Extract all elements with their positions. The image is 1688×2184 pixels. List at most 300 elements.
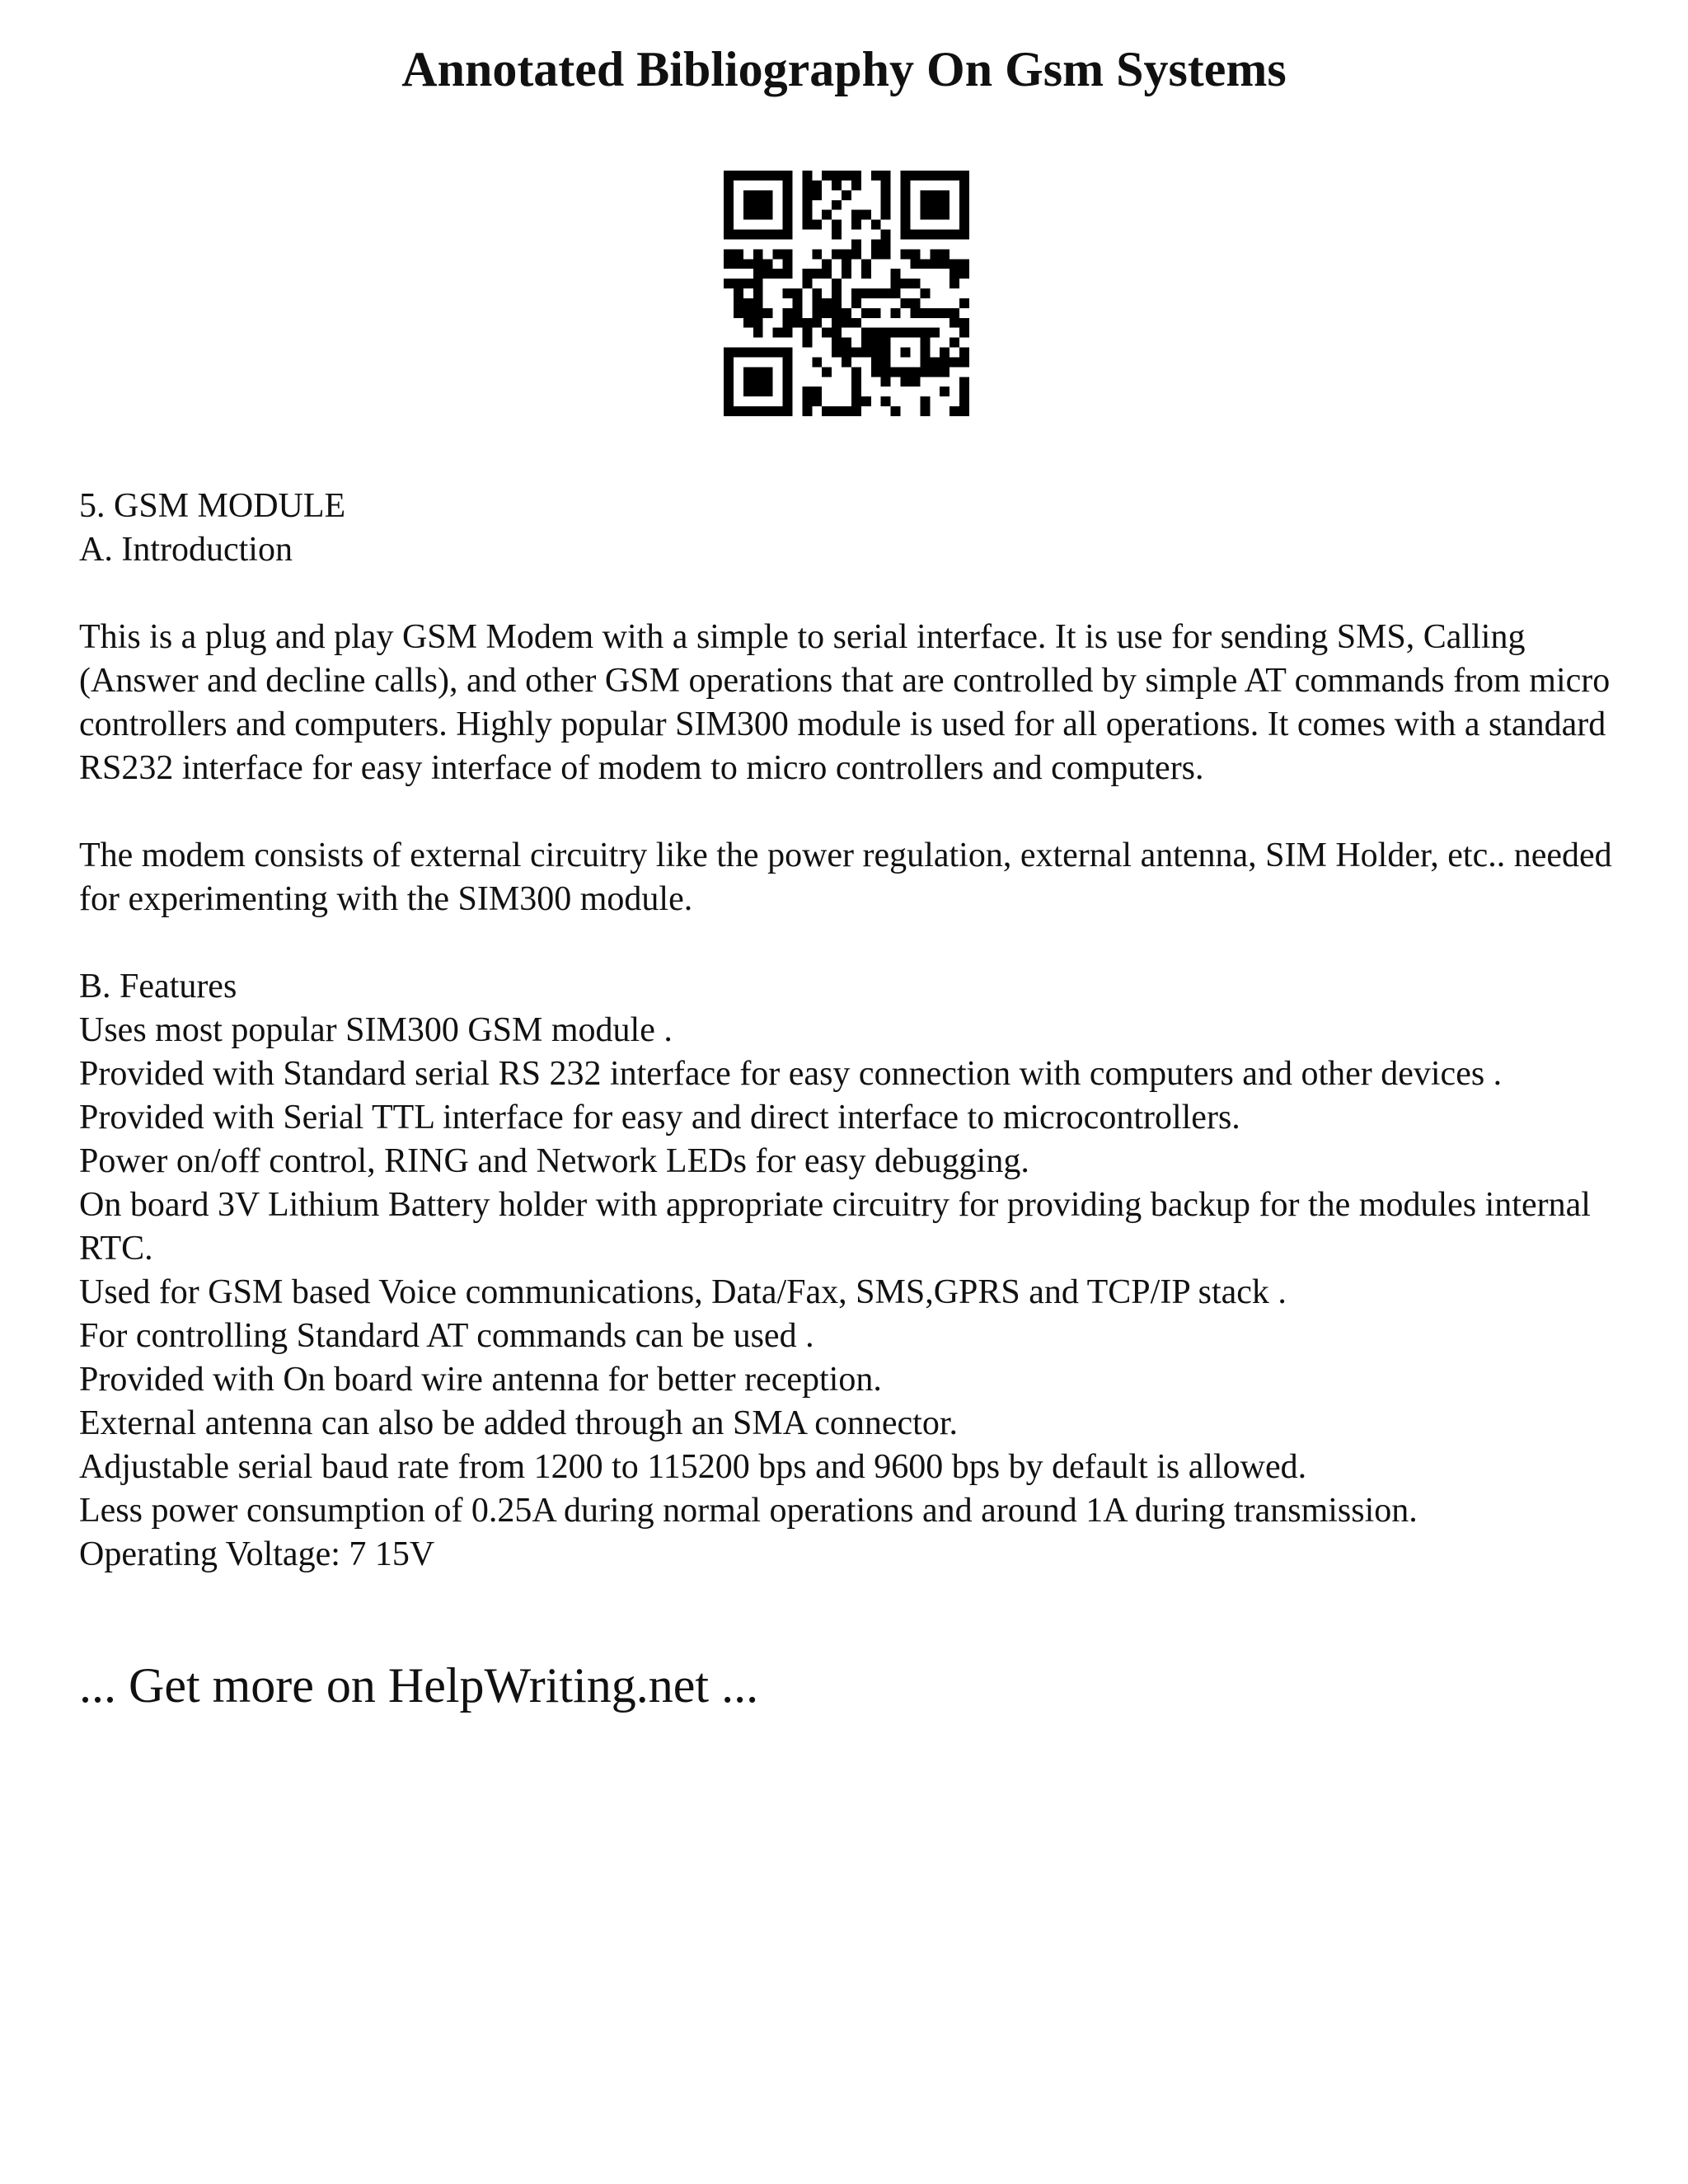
- feature-item: External antenna can also be added through an SMA connector.: [79, 1404, 958, 1442]
- qr-module: [910, 377, 920, 387]
- qr-module: [842, 406, 851, 416]
- feature-item: Used for GSM based Voice communications, Data/Fax, SMS,GPRS and TCP/IP stack .: [79, 1273, 1287, 1311]
- qr-module: [783, 171, 793, 180]
- qr-module: [724, 230, 734, 240]
- qr-module: [920, 348, 930, 358]
- qr-module: [842, 318, 851, 328]
- qr-module: [734, 298, 743, 308]
- feature-item: Power on/off control, RING and Network LEDs for easy debugging.: [79, 1142, 1029, 1180]
- section-heading: 5. GSM MODULE: [79, 487, 346, 525]
- qr-module: [920, 357, 930, 367]
- feature-item: Operating Voltage: 7 15V: [79, 1535, 435, 1573]
- qr-module: [753, 387, 763, 396]
- qr-module: [743, 348, 753, 358]
- document-body: [79, 485, 1645, 1577]
- qr-module: [891, 367, 901, 377]
- qr-module: [959, 210, 969, 220]
- feature-item: Provided with On board wire antenna for better reception.: [79, 1361, 882, 1399]
- qr-module: [724, 406, 734, 416]
- qr-module: [930, 308, 940, 318]
- qr-module: [802, 190, 812, 200]
- qr-module: [930, 200, 940, 210]
- qr-module: [832, 318, 842, 328]
- qr-module: [851, 220, 861, 230]
- qr-module: [832, 406, 842, 416]
- qr-module: [920, 396, 930, 406]
- qr-module: [842, 338, 851, 348]
- qr-module: [871, 338, 881, 348]
- qr-module: [802, 171, 812, 180]
- qr-module: [743, 308, 753, 318]
- qr-module: [773, 171, 783, 180]
- qr-module: [940, 348, 950, 358]
- qr-module: [920, 200, 930, 210]
- qr-module: [743, 406, 753, 416]
- qr-module: [783, 230, 793, 240]
- qr-module: [901, 180, 911, 190]
- qr-module: [783, 200, 793, 210]
- qr-module: [901, 190, 911, 200]
- qr-module: [950, 269, 959, 279]
- qr-module: [812, 269, 822, 279]
- qr-module: [724, 279, 734, 288]
- qr-module: [783, 210, 793, 220]
- qr-module: [940, 259, 950, 269]
- qr-code-graphic: [724, 171, 969, 416]
- features-heading: B. Features: [79, 968, 237, 1005]
- qr-module: [783, 308, 793, 318]
- qr-module: [881, 338, 891, 348]
- qr-module: [783, 377, 793, 387]
- qr-module: [822, 171, 832, 180]
- qr-module: [783, 249, 793, 259]
- qr-module: [871, 239, 881, 249]
- qr-module: [851, 298, 861, 308]
- qr-module: [743, 318, 753, 328]
- qr-module: [822, 269, 832, 279]
- qr-module: [783, 328, 793, 338]
- qr-module: [959, 220, 969, 230]
- qr-module: [851, 180, 861, 190]
- qr-module: [959, 328, 969, 338]
- qr-module: [822, 367, 832, 377]
- qr-module: [783, 367, 793, 377]
- qr-module: [802, 210, 812, 220]
- qr-module: [959, 357, 969, 367]
- qr-module: [930, 249, 940, 259]
- qr-module: [783, 348, 793, 358]
- qr-module: [851, 367, 861, 377]
- qr-module: [763, 387, 773, 396]
- qr-module: [930, 230, 940, 240]
- qr-module: [783, 180, 793, 190]
- qr-module: [851, 288, 861, 298]
- qr-module: [812, 308, 822, 318]
- qr-module: [743, 200, 753, 210]
- qr-module: [822, 298, 832, 308]
- qr-module: [734, 348, 743, 358]
- qr-module: [734, 288, 743, 298]
- qr-module: [792, 308, 802, 318]
- qr-module: [822, 210, 832, 220]
- section-subheading: A. Introduction: [79, 531, 293, 569]
- qr-module: [802, 220, 812, 230]
- qr-module: [920, 171, 930, 180]
- qr-module: [743, 298, 753, 308]
- qr-module: [920, 308, 930, 318]
- qr-module: [910, 279, 920, 288]
- qr-module: [763, 406, 773, 416]
- qr-module: [950, 230, 959, 240]
- qr-module: [930, 328, 940, 338]
- qr-module: [724, 210, 734, 220]
- qr-module: [861, 259, 871, 269]
- qr-module: [812, 396, 822, 406]
- qr-module: [832, 308, 842, 318]
- qr-module: [724, 357, 734, 367]
- qr-module: [763, 367, 773, 377]
- intro-paragraph: The modem consists of external circuitry like the power regulation, external antenna, SIM Holder, etc.. needed for experimenting with the SIM300 module.: [79, 837, 1612, 918]
- qr-module: [773, 348, 783, 358]
- qr-module: [871, 288, 881, 298]
- qr-module: [802, 269, 812, 279]
- qr-module: [842, 308, 851, 318]
- qr-module: [812, 318, 822, 328]
- qr-module: [753, 279, 763, 288]
- qr-module: [940, 210, 950, 220]
- qr-module: [763, 200, 773, 210]
- intro-paragraph: This is a plug and play GSM Modem with a simple to serial interface. It is use for sending SMS, Calling (Answer and decline calls), and other GSM operations that are controlled by simple AT commands from micro controllers and computers. Highly popular SIM300 module is used for all operations. It comes with a standard RS232 interface for easy interface of modem to micro controllers and computers.: [79, 618, 1611, 787]
- qr-module: [901, 328, 911, 338]
- qr-module: [724, 249, 734, 259]
- qr-module: [763, 210, 773, 220]
- qr-module: [773, 328, 783, 338]
- qr-module: [881, 190, 891, 200]
- qr-module: [832, 230, 842, 240]
- qr-module: [861, 328, 871, 338]
- qr-module: [842, 357, 851, 367]
- feature-item: Uses most popular SIM300 GSM module .: [79, 1011, 673, 1049]
- qr-module: [920, 328, 930, 338]
- qr-module: [920, 367, 930, 377]
- qr-module: [871, 249, 881, 259]
- qr-module: [763, 348, 773, 358]
- qr-module: [724, 190, 734, 200]
- qr-module: [851, 249, 861, 259]
- qr-module: [802, 180, 812, 190]
- qr-module: [871, 348, 881, 358]
- qr-module: [920, 259, 930, 269]
- feature-item: Less power consumption of 0.25A during normal operations and around 1A during transmission.: [79, 1492, 1418, 1530]
- qr-module: [940, 249, 950, 259]
- qr-module: [832, 348, 842, 358]
- qr-module: [959, 200, 969, 210]
- qr-module: [851, 210, 861, 220]
- qr-module: [763, 269, 773, 279]
- qr-module: [851, 171, 861, 180]
- qr-module: [910, 308, 920, 318]
- qr-module: [753, 210, 763, 220]
- qr-module: [901, 377, 911, 387]
- qr-module: [753, 171, 763, 180]
- qr-module: [881, 328, 891, 338]
- qr-module: [724, 387, 734, 396]
- qr-module: [871, 171, 881, 180]
- qr-module: [950, 406, 959, 416]
- qr-module: [851, 406, 861, 416]
- qr-module: [901, 171, 911, 180]
- qr-module: [734, 249, 743, 259]
- qr-module: [842, 171, 851, 180]
- qr-module: [743, 190, 753, 200]
- qr-module: [783, 357, 793, 367]
- qr-module: [783, 269, 793, 279]
- qr-module: [861, 288, 871, 298]
- qr-module: [753, 230, 763, 240]
- qr-module: [851, 387, 861, 396]
- qr-module: [724, 171, 734, 180]
- qr-module: [734, 171, 743, 180]
- qr-module: [783, 190, 793, 200]
- qr-module: [930, 190, 940, 200]
- qr-module: [901, 279, 911, 288]
- qr-module: [724, 377, 734, 387]
- qr-module: [930, 357, 940, 367]
- qr-module: [950, 318, 959, 328]
- qr-module: [910, 298, 920, 308]
- qr-module: [851, 377, 861, 387]
- qr-module: [959, 318, 969, 328]
- qr-module: [881, 249, 891, 259]
- qr-module: [910, 230, 920, 240]
- qr-module: [812, 220, 822, 230]
- qr-module: [842, 269, 851, 279]
- qr-module: [920, 210, 930, 220]
- qr-module: [901, 298, 911, 308]
- qr-module: [861, 308, 871, 318]
- qr-module: [920, 338, 930, 348]
- qr-module: [802, 279, 812, 288]
- qr-module: [734, 230, 743, 240]
- qr-module: [891, 328, 901, 338]
- qr-module: [842, 259, 851, 269]
- qr-module: [743, 210, 753, 220]
- qr-module: [832, 288, 842, 298]
- qr-module: [753, 200, 763, 210]
- qr-module: [753, 288, 763, 298]
- qr-module: [901, 348, 911, 358]
- qr-module: [910, 171, 920, 180]
- qr-module: [724, 396, 734, 406]
- page-title: Annotated Bibliography On Gsm Systems: [401, 42, 1287, 96]
- qr-module: [812, 357, 822, 367]
- qr-module: [901, 249, 911, 259]
- qr-module: [832, 249, 842, 259]
- qr-module: [871, 328, 881, 338]
- qr-module: [812, 288, 822, 298]
- qr-module: [832, 279, 842, 288]
- qr-module: [792, 298, 802, 308]
- qr-module: [881, 367, 891, 377]
- qr-module: [792, 288, 802, 298]
- qr-module: [832, 338, 842, 348]
- qr-module: [881, 377, 891, 387]
- qr-module: [959, 171, 969, 180]
- qr-module: [763, 230, 773, 240]
- qr-module: [959, 396, 969, 406]
- qr-module: [822, 328, 832, 338]
- qr-module: [763, 171, 773, 180]
- qr-module: [881, 288, 891, 298]
- qr-module: [753, 367, 763, 377]
- qr-module: [881, 180, 891, 190]
- qr-module: [802, 338, 812, 348]
- qr-module: [832, 200, 842, 210]
- qr-module: [783, 288, 793, 298]
- qr-module: [812, 387, 822, 396]
- qr-module: [842, 348, 851, 358]
- qr-module: [891, 288, 901, 298]
- qr-module: [773, 230, 783, 240]
- qr-module: [959, 230, 969, 240]
- qr-module: [861, 348, 871, 358]
- qr-module: [871, 220, 881, 230]
- qr-module: [802, 406, 812, 416]
- qr-module: [753, 249, 763, 259]
- qr-module: [783, 396, 793, 406]
- qr-module: [881, 230, 891, 240]
- qr-module: [802, 396, 812, 406]
- qr-module: [959, 269, 969, 279]
- qr-module: [950, 279, 959, 288]
- qr-module: [891, 406, 901, 416]
- qr-module: [812, 249, 822, 259]
- qr-module: [792, 318, 802, 328]
- qr-module: [881, 210, 891, 220]
- qr-module: [734, 279, 743, 288]
- feature-item: Provided with Standard serial RS 232 interface for easy connection with computers and other devices .: [79, 1055, 1503, 1093]
- qr-module: [881, 348, 891, 358]
- qr-module: [724, 259, 734, 269]
- qr-module: [959, 348, 969, 358]
- qr-module: [851, 239, 861, 249]
- qr-module: [901, 220, 911, 230]
- qr-module: [959, 406, 969, 416]
- qr-module: [832, 171, 842, 180]
- qr-module: [851, 348, 861, 358]
- qr-module: [950, 338, 959, 348]
- qr-module: [950, 171, 959, 180]
- qr-module: [832, 220, 842, 230]
- qr-module: [783, 259, 793, 269]
- qr-module: [802, 328, 812, 338]
- qr-module: [822, 308, 832, 318]
- qr-module: [930, 210, 940, 220]
- qr-module: [753, 308, 763, 318]
- qr-module: [930, 171, 940, 180]
- qr-module: [940, 308, 950, 318]
- qr-module: [832, 298, 842, 308]
- qr-module: [743, 279, 753, 288]
- qr-module: [812, 190, 822, 200]
- qr-module: [910, 259, 920, 269]
- qr-module: [753, 298, 763, 308]
- qr-module: [940, 200, 950, 210]
- qr-module: [743, 367, 753, 377]
- feature-item: For controlling Standard AT commands can be used .: [79, 1317, 814, 1355]
- qr-module: [950, 259, 959, 269]
- qr-module: [891, 269, 901, 279]
- qr-module: [724, 200, 734, 210]
- qr-module: [940, 367, 950, 377]
- qr-module: [753, 259, 763, 269]
- qr-module: [901, 230, 911, 240]
- qr-module: [920, 406, 930, 416]
- qr-module: [950, 357, 959, 367]
- qr-module: [724, 348, 734, 358]
- qr-module: [901, 200, 911, 210]
- spacer: [79, 790, 1645, 834]
- qr-module: [743, 377, 753, 387]
- qr-module: [871, 357, 881, 367]
- qr-module: [861, 338, 871, 348]
- qr-module: [940, 357, 950, 367]
- qr-module: [851, 396, 861, 406]
- qr-module: [822, 259, 832, 269]
- qr-module: [881, 171, 891, 180]
- qr-module: [959, 387, 969, 396]
- qr-module: [753, 348, 763, 358]
- qr-module: [763, 259, 773, 269]
- qr-module: [753, 328, 763, 338]
- qr-module: [743, 259, 753, 269]
- get-more-link[interactable]: ... Get more on HelpWriting.net ...: [79, 1658, 759, 1713]
- qr-module: [910, 328, 920, 338]
- qr-module: [822, 406, 832, 416]
- qr-module: [940, 190, 950, 200]
- qr-module: [734, 308, 743, 318]
- qr-module: [763, 377, 773, 387]
- qr-module: [930, 259, 940, 269]
- qr-module: [930, 367, 940, 377]
- qr-module: [871, 367, 881, 377]
- qr-module: [861, 269, 871, 279]
- qr-module: [802, 387, 812, 396]
- qr-module: [832, 180, 842, 190]
- qr-module: [783, 387, 793, 396]
- qr-module: [959, 180, 969, 190]
- qr-module: [901, 210, 911, 220]
- qr-module: [773, 249, 783, 259]
- qr-module: [783, 318, 793, 328]
- qr-module: [901, 367, 911, 377]
- qr-module: [910, 249, 920, 259]
- qr-module: [753, 190, 763, 200]
- qr-module: [743, 387, 753, 396]
- qr-module: [871, 308, 881, 318]
- qr-module: [763, 308, 773, 318]
- qr-module: [940, 387, 950, 396]
- qr-module: [783, 406, 793, 416]
- spacer: [79, 572, 1645, 616]
- qr-module: [734, 259, 743, 269]
- qr-module: [763, 190, 773, 200]
- qr-module: [861, 396, 871, 406]
- qr-module: [920, 288, 930, 298]
- qr-module: [959, 298, 969, 308]
- qr-module: [753, 318, 763, 328]
- qr-code-icon[interactable]: [724, 171, 969, 416]
